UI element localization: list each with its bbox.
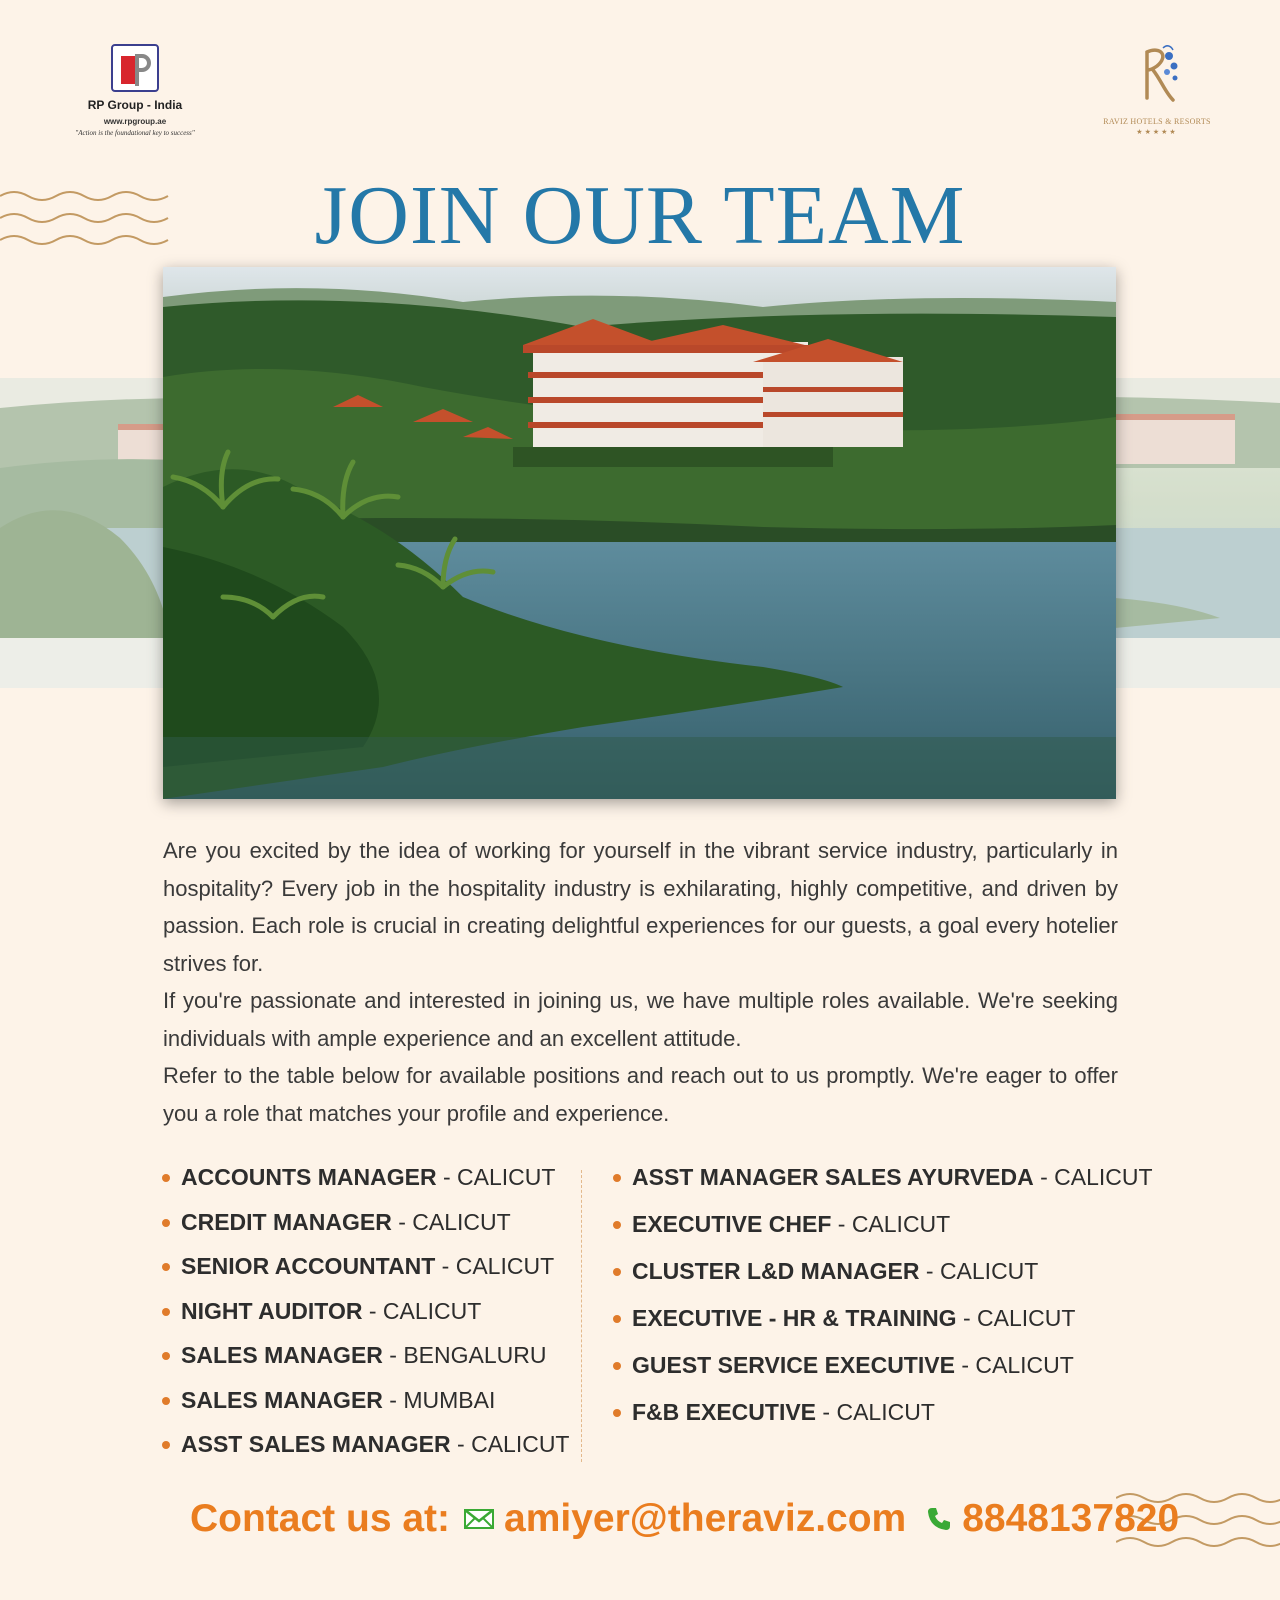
bullet-icon	[613, 1315, 621, 1323]
job-location: - CALICUT	[450, 1431, 570, 1457]
rp-group-logo	[60, 44, 210, 137]
phone-icon	[926, 1506, 952, 1532]
contact-label: Contact us at:	[190, 1497, 451, 1540]
job-role: NIGHT AUDITOR	[181, 1297, 363, 1324]
contact-phone-link[interactable]: 8848137820	[962, 1497, 1180, 1540]
bullet-icon	[162, 1174, 170, 1182]
raviz-name: RAVIZ HOTELS & RESORTS	[1103, 117, 1211, 126]
job-location: - MUMBAI	[382, 1386, 496, 1413]
job-location: - CALICUT	[831, 1211, 951, 1237]
bullet-icon	[613, 1221, 621, 1229]
raviz-monogram-icon	[1127, 40, 1187, 110]
job-item	[160, 1387, 569, 1432]
job-role: SENIOR ACCOUNTANT	[181, 1253, 436, 1279]
job-location: - CALICUT	[435, 1253, 555, 1279]
job-location: - CALICUT	[436, 1164, 556, 1190]
bullet-icon	[613, 1409, 621, 1417]
job-location: - BENGALURU	[382, 1342, 547, 1368]
job-location: - CALICUT	[919, 1258, 1039, 1284]
job-role: EXECUTIVE CHEF	[632, 1211, 832, 1237]
job-list-right	[611, 1164, 1153, 1446]
contact-line	[190, 1497, 1179, 1541]
intro-text	[163, 832, 1118, 1132]
job-item	[160, 1431, 569, 1476]
job-location: - CALICUT	[954, 1352, 1074, 1378]
bullet-icon	[613, 1268, 621, 1276]
job-list-left	[160, 1164, 569, 1476]
job-role: ASST MANAGER SALES AYURVEDA	[632, 1164, 1034, 1190]
job-item	[611, 1352, 1153, 1399]
rp-group-tagline: "Action is the foundational key to success"	[75, 129, 195, 137]
job-item	[611, 1211, 1153, 1258]
job-item	[160, 1164, 569, 1209]
bullet-icon	[162, 1397, 170, 1405]
job-item	[611, 1164, 1153, 1211]
intro-paragraph-2: If you're passionate and interested in joining us, we have multiple roles available. We're seeking individuals with ample experience and an excellent attitude.	[163, 988, 1118, 1051]
job-location: - CALICUT	[956, 1305, 1076, 1331]
bullet-icon	[162, 1441, 170, 1449]
bullet-icon	[162, 1352, 170, 1360]
job-role: GUEST SERVICE EXECUTIVE	[632, 1352, 955, 1378]
contact-email-link[interactable]: amiyer@theraviz.com	[504, 1497, 907, 1540]
bullet-icon	[162, 1308, 170, 1316]
job-location: - CALICUT	[362, 1297, 482, 1324]
job-location: - CALICUT	[391, 1208, 511, 1235]
job-item	[611, 1258, 1153, 1305]
intro-paragraph-1: Are you excited by the idea of working for yourself in the vibrant service industry, particularly in hospitality? Every job in the hospitality industry is exhilarating, highly competitive, and driven by passion. Each role is crucial in creating delightful experiences for our guests, a goal every hotelier strives for.	[163, 838, 1118, 976]
job-item	[160, 1298, 569, 1343]
job-item	[160, 1209, 569, 1254]
job-item	[160, 1342, 569, 1387]
job-item	[611, 1305, 1153, 1352]
page-title: JOIN OUR TEAM	[314, 169, 966, 262]
rp-group-url: www.rpgroup.ae	[103, 117, 167, 126]
job-role: F&B EXECUTIVE	[632, 1399, 817, 1425]
job-role: SALES MANAGER	[181, 1342, 383, 1368]
job-role: EXECUTIVE - HR & TRAINING	[632, 1305, 957, 1331]
job-role: CLUSTER L&D MANAGER	[632, 1258, 920, 1284]
job-location: - CALICUT	[816, 1399, 935, 1425]
job-role: SALES MANAGER	[181, 1386, 383, 1413]
job-role: CREDIT MANAGER	[181, 1208, 392, 1235]
job-role: ASST SALES MANAGER	[181, 1431, 451, 1457]
bullet-icon	[613, 1174, 621, 1182]
rp-logo-mark	[111, 44, 159, 92]
raviz-logo	[1082, 40, 1232, 136]
bullet-icon	[162, 1263, 170, 1271]
job-item	[611, 1399, 1153, 1446]
column-divider	[581, 1170, 582, 1462]
rp-group-name: RP Group - India	[87, 98, 183, 112]
bullet-icon	[613, 1362, 621, 1370]
job-location: - CALICUT	[1033, 1164, 1153, 1190]
job-item	[160, 1253, 569, 1298]
bullet-icon	[162, 1219, 170, 1227]
intro-paragraph-3: Refer to the table below for available positions and reach out to us promptly. We're eager to offer you a role that matches your profile and experience.	[163, 1063, 1118, 1126]
envelope-icon	[464, 1509, 494, 1529]
job-role: ACCOUNTS MANAGER	[181, 1164, 437, 1190]
hero-resort-image	[163, 267, 1116, 799]
raviz-stars: ★★★★★	[1136, 129, 1178, 136]
